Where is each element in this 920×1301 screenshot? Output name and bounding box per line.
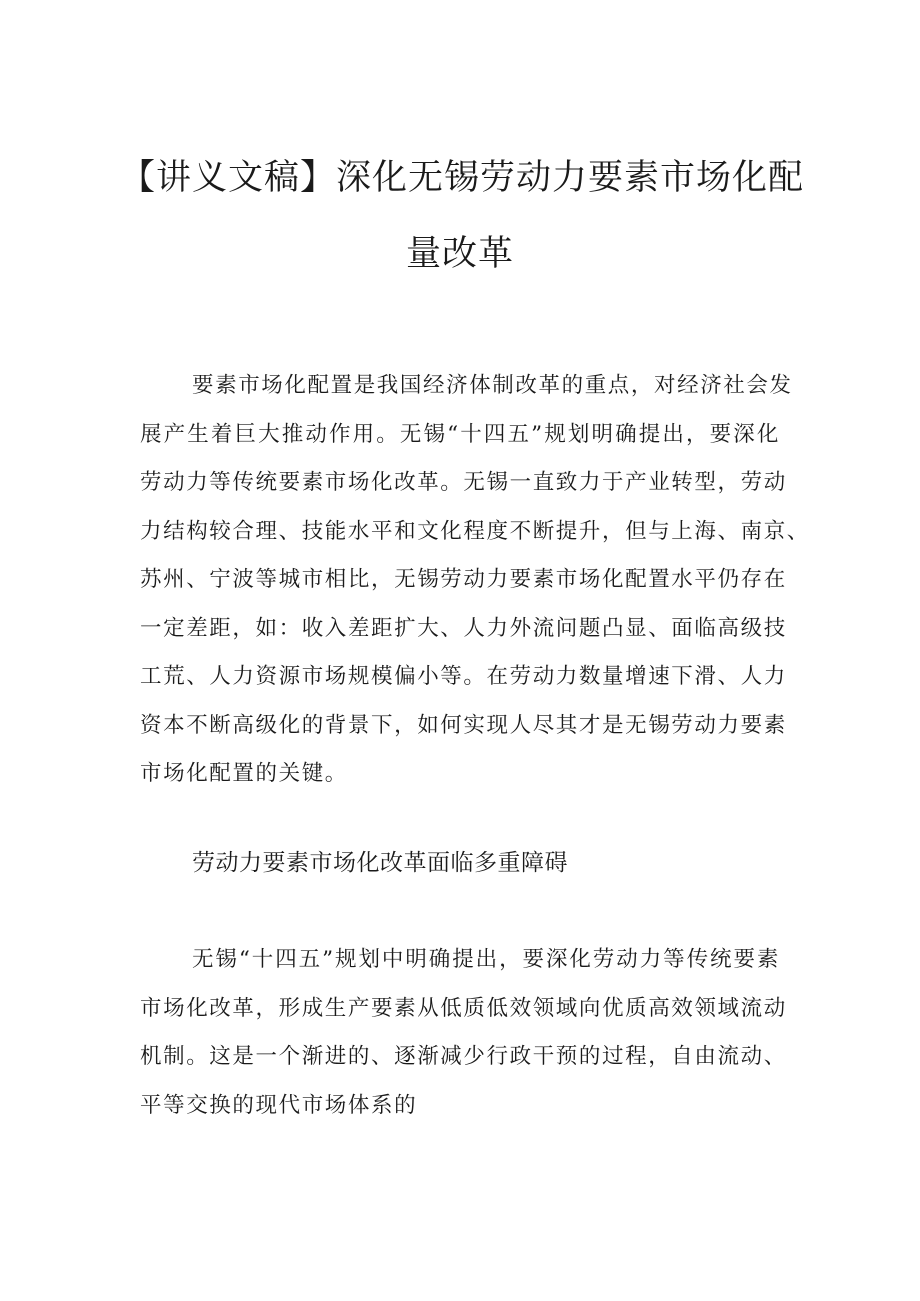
document-title-line-2: 量改革 — [405, 234, 514, 274]
paragraph-line: 工荒、人力资源市场规模偏小等。在劳动力数量增速下滑、人力 — [140, 664, 787, 689]
paragraph-line: 力结构较合理、技能水平和文化程度不断提升，但与上海、南京、 — [140, 518, 810, 544]
paragraph-line: 市场化配置的关键。 — [140, 761, 348, 786]
document-title-line-1: 【讲义文稿】深化无锡劳动力要素市场化配 — [120, 158, 805, 198]
paragraph-line: 市场化改革，形成生产要素从低质低效领域向优质高效领域流动 — [140, 995, 787, 1021]
intro-paragraph — [140, 362, 810, 799]
paragraph-line: 展产生着巨大推动作用。无锡“十四五”规划明确提出，要深化 — [140, 421, 780, 447]
paragraph-line: 苏州、宁波等城市相比，无锡劳动力要素市场化配置水平仍存在 — [140, 567, 787, 592]
body-paragraph — [140, 936, 787, 1130]
paragraph-line: 平等交换的现代市场体系的 — [140, 1092, 418, 1118]
paragraph-line: 资本不断高级化的背景下，如何实现人尽其才是无锡劳动力要素 — [140, 712, 787, 738]
paragraph-line: 机制。这是一个渐进的、逐渐减少行政干预的过程，自由流动、 — [140, 1044, 787, 1069]
section-heading: 劳动力要素市场化改革面临多重障碍 — [192, 850, 568, 876]
paragraph-line: 一定差距，如：收入差距扩大、人力外流问题凸显、面临高级技 — [140, 615, 787, 641]
paragraph-line: 无锡“十四五”规划中明确提出，要深化劳动力等传统要素 — [192, 947, 780, 972]
paragraph-line: 要素市场化配置是我国经济体制改革的重点，对经济社会发 — [192, 373, 793, 398]
paragraph-line: 劳动力等传统要素市场化改革。无锡一直致力于产业转型，劳动 — [140, 470, 787, 495]
